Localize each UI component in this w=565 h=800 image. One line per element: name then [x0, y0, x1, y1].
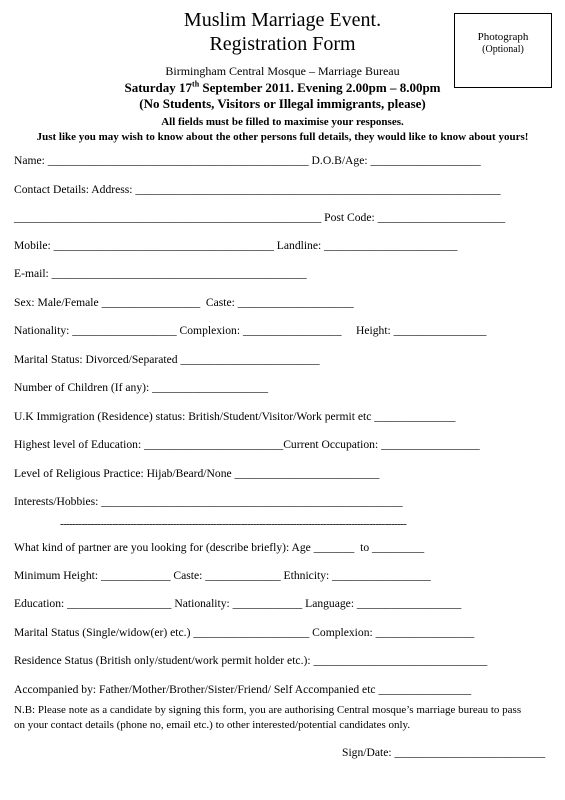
- photograph-label: Photograph: [477, 31, 529, 43]
- accompanied-by-field[interactable]: Accompanied by: Father/Mother/Brother/Sister/Friend/ Self Accompanied etc ________________: [14, 683, 472, 696]
- form-subtitle: Birmingham Central Mosque – Marriage Bureau: [165, 64, 400, 78]
- form-title-line2: Registration Form: [209, 33, 356, 55]
- nb-note-line2: on your contact details (phone no, email etc.) to other interested/potential candidates only.: [14, 719, 411, 731]
- name-field[interactable]: Name: _____________________________________________ D.O.B/Age: ___________________: [14, 154, 481, 167]
- note-details: Just like you may wish to know about the other persons full details, they would like to know about yours!: [36, 131, 529, 143]
- contact-address-field[interactable]: Contact Details: Address: _______________________________________________________________: [14, 183, 501, 196]
- children-field[interactable]: Number of Children (If any): ____________________: [14, 381, 269, 394]
- email-field[interactable]: E-mail: ____________________________________________: [14, 267, 307, 280]
- event-restriction: (No Students, Visitors or Illegal immigrants, please): [139, 96, 426, 111]
- section-divider: -----------------------------------------------------------------------------------------------------------------: [60, 518, 407, 530]
- partner-age-field[interactable]: What kind of partner are you looking for (describe briefly): Age _______ to _________: [14, 541, 425, 554]
- interests-field[interactable]: Interests/Hobbies: ____________________________________________________: [14, 495, 403, 508]
- marital-status-field[interactable]: Marital Status: Divorced/Separated ________________________: [14, 353, 320, 366]
- form-title-line1: Muslim Marriage Event.: [183, 9, 382, 31]
- signature-date-field[interactable]: Sign/Date: __________________________: [342, 746, 546, 759]
- immigration-status-field[interactable]: U.K Immigration (Residence) status: British/Student/Visitor/Work permit etc ______________: [14, 410, 456, 423]
- partner-marital-field[interactable]: Marital Status (Single/widow(er) etc.) ____________________ Complexion: _________________: [14, 626, 475, 639]
- partner-education-field[interactable]: Education: __________________ Nationality: ____________ Language: __________________: [14, 597, 462, 610]
- education-occupation-field[interactable]: Highest level of Education: ________________________Current Occupation: _________________: [14, 438, 480, 451]
- religious-practice-field[interactable]: Level of Religious Practice: Hijab/Beard/None _________________________: [14, 467, 380, 480]
- sex-caste-field[interactable]: Sex: Male/Female _________________ Caste: ____________________: [14, 296, 354, 309]
- event-date: Saturday 17th September 2011. Evening 2.00pm – 8.00pm: [124, 79, 441, 95]
- note-fields-required: All fields must be filled to maximise your responses.: [161, 116, 404, 128]
- mobile-landline-field[interactable]: Mobile: ______________________________________ Landline: _______________________: [14, 239, 458, 252]
- postcode-field[interactable]: _____________________________________________________ Post Code: ______________________: [14, 211, 506, 224]
- nb-note-line1: N.B: Please note as a candidate by signing this form, you are authorising Central mosque’s marriage bureau to pass: [14, 704, 522, 716]
- photograph-note: (Optional): [482, 44, 524, 55]
- partner-height-field[interactable]: Minimum Height: ____________ Caste: _____________ Ethnicity: _________________: [14, 569, 431, 582]
- nationality-field[interactable]: Nationality: __________________ Complexion: _________________ Height: ________________: [14, 324, 487, 337]
- residence-status-field[interactable]: Residence Status (British only/student/work permit holder etc.): ______________________________: [14, 654, 488, 667]
